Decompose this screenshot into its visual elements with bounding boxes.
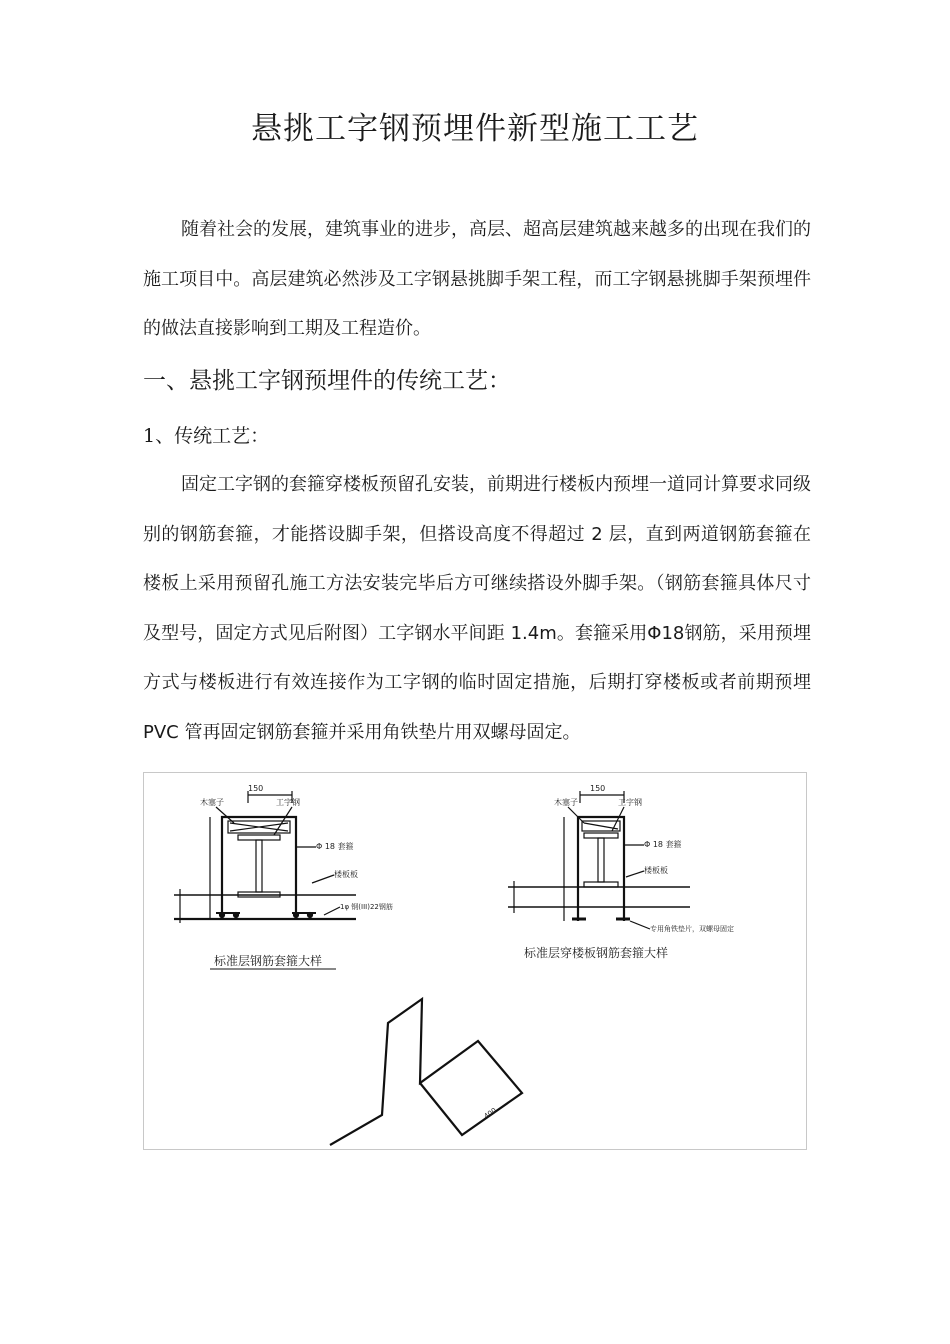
ibeam-top-flange [238, 835, 280, 840]
right-caption: 标准层穿楼板钢筋套箍大样 [524, 946, 669, 960]
slab-label: 楼板板 [644, 866, 668, 875]
bottom-dimension-label: 400 [482, 1106, 499, 1121]
intro-paragraph [143, 205, 811, 354]
ibeam-label: 工字钢 [618, 798, 642, 807]
dimension-label: 150 [590, 784, 606, 793]
leader-line [568, 807, 584, 823]
wood-block-label: 木塞子 [554, 798, 578, 807]
ibeam-web [598, 838, 604, 882]
intro-text: 随着社会的发展，建筑事业的进步，高层、超高层建筑越来越多的出现在我们的施工项目中。高层建筑必然涉及工字钢悬挑脚手架工程，而工字钢悬挑脚手架预埋件的做法直接影响到工期及工程造价。 [143, 219, 811, 339]
dimension-label: 150 [248, 784, 264, 793]
left-caption: 标准层钢筋套箍大样 [214, 954, 323, 968]
leader-line [324, 907, 340, 915]
section-heading: 一、悬挑工字钢预埋件的传统工艺： [143, 368, 511, 394]
leader-line [626, 871, 644, 877]
leader-line [612, 807, 624, 831]
stirrup-label: Φ 18 套箍 [316, 842, 354, 851]
subsection-text: 固定工字钢的套箍穿楼板预留孔安装，前期进行楼板内预埋一道同计算要求同级别的钢筋套箍，才能搭设脚手架，但搭设高度不得超过 2 层，直到两道钢筋套箍在楼板上采用预留孔施工方法安装完毕后方可继续搭设外脚手架。（钢筋套箍具体尺寸及型号，固定方式见后附图）工字钢水平间距 1.4m。套箍采用Φ18钢筋，采用预埋方式与楼板进行有效连接作为工字钢的临时固定措施，后期打穿楼板或者前期预埋 PVC 管再固定钢筋套箍并采用角铁垫片用双螺母固定。 [143, 474, 811, 743]
document-title: 悬挑工字钢预埋件新型施工工艺 [251, 111, 699, 147]
subsection-paragraph [143, 460, 811, 757]
ibeam-label: 工字钢 [276, 798, 300, 807]
detail-drawing-figure [143, 772, 807, 1150]
detail-drawing [144, 773, 808, 1151]
subsection-heading: 1、传统工艺： [143, 425, 270, 447]
wood-block-label: 木塞子 [200, 798, 224, 807]
stirrup-label: Φ 18 套箍 [644, 840, 682, 849]
ibeam-top-flange [584, 833, 618, 838]
rebar-label: 1φ 钢(III)22钢筋 [340, 903, 393, 911]
slab-label: 楼板板 [334, 870, 358, 879]
leader-line [312, 875, 334, 883]
leader-line [216, 807, 234, 823]
ibeam-bottom-flange [584, 882, 618, 887]
dimension-line [420, 1083, 462, 1135]
leader-line [630, 921, 650, 929]
stirrup-shape [222, 817, 296, 919]
ibeam-web [256, 840, 262, 892]
angle-plate-label: 专用角铁垫片，双螺母固定 [650, 925, 734, 933]
bent-rebar-shape [330, 999, 522, 1145]
